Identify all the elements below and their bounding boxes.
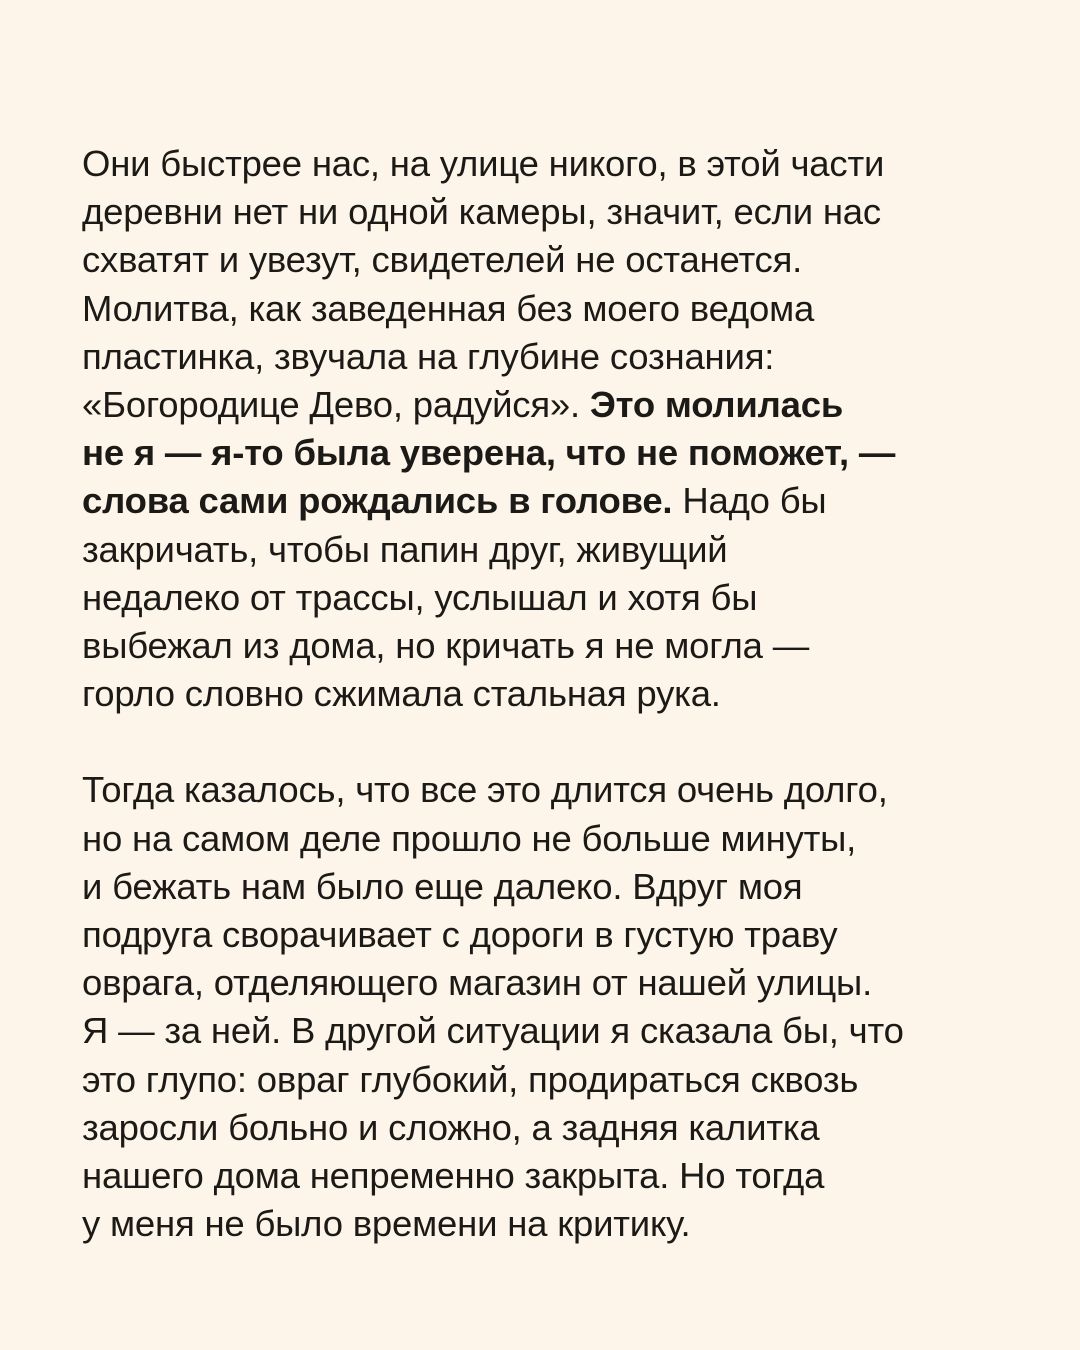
text-line [82,381,1032,429]
text-run: заросли больно и сложно, а задняя калитка [82,1106,820,1148]
text-line [82,285,1032,333]
text-run: но на самом деле прошло не больше минуты, [82,817,857,859]
text-run: горло словно сжимала стальная рука. [82,673,721,715]
text-line [82,911,1032,959]
text-line [82,140,1032,188]
text-line [82,670,1032,718]
text-line [82,1152,1032,1200]
text-run: это глупо: овраг глубокий, продираться сквозь [82,1058,859,1100]
text-run: Надо бы [672,480,827,522]
bold-text-run: слова сами рождались в голове. [82,480,673,522]
text-line [82,188,1032,236]
text-run: пластинка, звучала на глубине сознания: [82,335,775,377]
text-line [82,863,1032,911]
text-run: подруга сворачивает с дороги в густую траву [82,914,838,956]
text-line [82,574,1032,622]
paragraph-1 [82,140,1032,718]
text-run: Я — за ней. В другой ситуации я сказала бы, что [82,1010,904,1052]
text-run: недалеко от трассы, услышал и хотя бы [82,576,758,618]
text-run: закричать, чтобы папин друг, живущий [82,528,728,570]
text-run: выбежал из дома, но кричать я не могла — [82,625,809,667]
text-run: Тогда казалось, что все это длится очень долго, [82,769,888,811]
text-line [82,1056,1032,1104]
bold-text-run: не я — я-то была уверена, что не поможет, — [82,432,896,474]
paragraph-2 [82,766,1032,1248]
text-line [82,1104,1032,1152]
text-line [82,333,1032,381]
bold-text-run: Это молилась [589,384,844,426]
text-run: деревни нет ни одной камеры, значит, если нас [82,191,881,233]
text-line [82,766,1032,814]
text-run: и бежать нам было еще далеко. Вдруг моя [82,865,803,907]
text-line [82,429,1032,477]
text-line [82,477,1032,525]
text-run: схватят и увезут, свидетелей не останется. [82,239,803,281]
text-line [82,1200,1032,1248]
text-run: Молитва, как заведенная без моего ведома [82,287,815,329]
text-line [82,1007,1032,1055]
text-line [82,526,1032,574]
text-run: «Богородице Дево, радуйся». [82,384,590,426]
text-run: нашего дома непременно закрыта. Но тогда [82,1155,825,1197]
text-run: у меня не было времени на критику. [82,1203,691,1245]
text-run: оврага, отделяющего магазин от нашей улицы. [82,962,873,1004]
text-line [82,236,1032,284]
text-run: Они быстрее нас, на улице никого, в этой части [82,143,885,184]
text-body [82,140,1032,1248]
text-line [82,622,1032,670]
text-line [82,815,1032,863]
text-line [82,959,1032,1007]
